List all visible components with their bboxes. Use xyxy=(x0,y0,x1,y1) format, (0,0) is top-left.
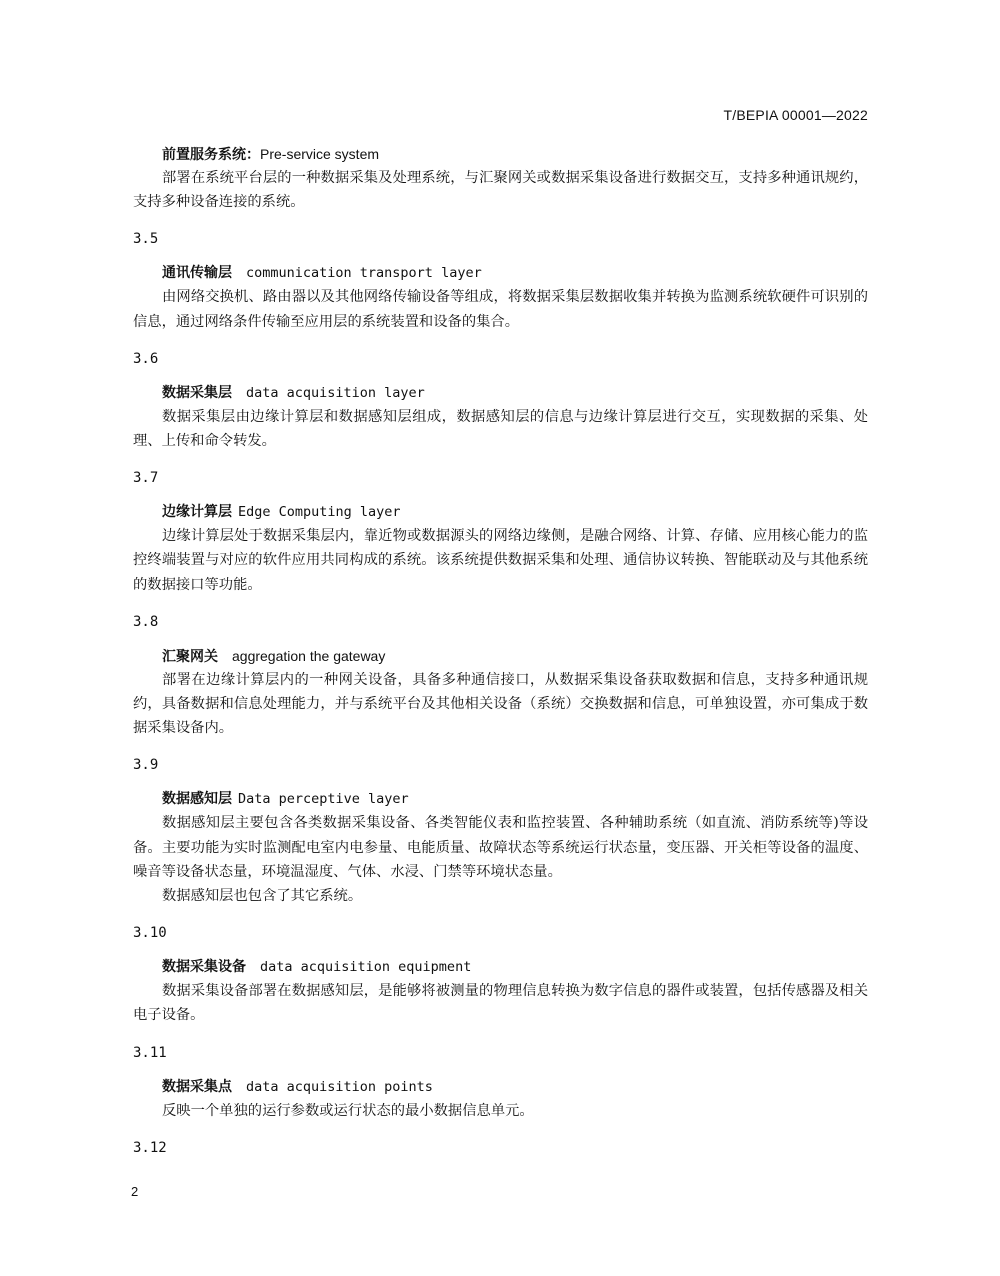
term-definition: 数据采集设备部署在数据感知层，是能够将被测量的物理信息转换为数字信息的器件或装置，包括传感器及相关电子设备。 xyxy=(133,983,868,1024)
clause-number: 3.11 xyxy=(133,1044,167,1061)
term-entry xyxy=(133,921,868,1027)
term-heading xyxy=(133,142,868,166)
clause-number: 3.7 xyxy=(133,470,159,487)
term-en: aggregation the gateway xyxy=(232,647,386,664)
term-zh: 通讯传输层 xyxy=(162,265,232,282)
term-definition: 部署在边缘计算层内的一种网关设备，具备多种通信接口，从数据采集设备获取数据和信息，支持多种通讯规约，具备数据和信息处理能力，并与系统平台及其他相关设备（系统）交换数据和信息，可单独设置，亦可集成于数据采集设备内。 xyxy=(133,671,868,737)
clause-number: 3.6 xyxy=(133,350,159,367)
term-entry xyxy=(133,466,868,597)
term-zh: 数据感知层 xyxy=(162,791,232,808)
term-definition: 反映一个单独的运行参数或运行状态的最小数据信息单元。 xyxy=(162,1102,534,1119)
document-code: T/BEPIA 00001—2022 xyxy=(723,107,868,123)
term-entry xyxy=(133,142,868,214)
term-entry xyxy=(133,227,868,333)
term-en: data acquisition layer xyxy=(246,384,425,401)
term-en: Edge Computing layer xyxy=(238,504,401,521)
term-entry xyxy=(133,1041,868,1123)
term-zh: 数据采集层 xyxy=(162,384,232,401)
term-en: Data perceptive layer xyxy=(238,791,409,808)
term-entry xyxy=(133,753,868,908)
term-en: data acquisition equipment xyxy=(260,959,472,976)
term-heading xyxy=(133,644,868,668)
term-definition: 数据采集层由边缘计算层和数据感知层组成，数据感知层的信息与边缘计算层进行交互，实现数据的采集、处理、上传和命令转发。 xyxy=(133,408,868,450)
term-heading xyxy=(133,955,868,979)
term-zh: 数据采集点 xyxy=(162,1078,232,1095)
term-entry xyxy=(133,610,868,741)
term-heading xyxy=(133,1075,868,1099)
term-en: Pre-service system xyxy=(260,146,380,162)
terms-section xyxy=(133,142,868,1160)
term-heading xyxy=(133,500,868,524)
clause-number: 3.8 xyxy=(133,613,159,630)
term-heading xyxy=(133,261,868,285)
term-heading xyxy=(133,381,868,405)
term-definition: 数据感知层主要包含各类数据采集设备、各类智能仪表和监控装置、各种辅助系统（如直流、消防系统等)等设备。主要功能为实时监测配电室内电参量、电能质量、故障状态等系统运行状态量，变压器、开关柜等设备的温度、噪音等设备状态量，环境温湿度、气体、水浸、门禁等环境状态量。 xyxy=(133,815,868,880)
clause-number: 3.10 xyxy=(133,925,167,942)
page-number: 2 xyxy=(131,1184,139,1199)
clause-number: 3.12 xyxy=(133,1139,167,1156)
term-zh: 边缘计算层 xyxy=(162,504,232,521)
clause-number: 3.9 xyxy=(133,757,159,774)
term-en: data acquisition points xyxy=(246,1078,433,1095)
term-heading xyxy=(133,787,868,811)
term-zh: 前置服务系统： xyxy=(162,147,260,163)
term-zh: 汇聚网关 xyxy=(162,648,218,665)
term-definition: 边缘计算层处于数据采集层内，靠近物或数据源头的网络边缘侧，是融合网络、计算、存储、应用核心能力的监控终端装置与对应的软件应用共同构成的系统。该系统提供数据采集和处理、通信协议转换、智能联动及与其他系统的数据接口等功能。 xyxy=(133,528,868,593)
term-entry xyxy=(133,1136,868,1160)
term-en: communication transport layer xyxy=(246,265,482,282)
term-definition: 部署在系统平台层的一种数据采集及处理系统，与汇聚网关或数据采集设备进行数据交互，支持多种通讯规约，支持多种设备连接的系统。 xyxy=(133,170,868,211)
term-entry xyxy=(133,347,868,453)
term-zh: 数据采集设备 xyxy=(162,959,246,976)
clause-number: 3.5 xyxy=(133,231,159,248)
term-definition: 由网络交换机、路由器以及其他网络传输设备等组成，将数据采集层数据收集并转换为监测系统软硬件可识别的信息，通过网络条件传输至应用层的系统装置和设备的集合。 xyxy=(133,289,868,330)
term-definition-note: 数据感知层也包含了其它系统。 xyxy=(162,888,363,905)
